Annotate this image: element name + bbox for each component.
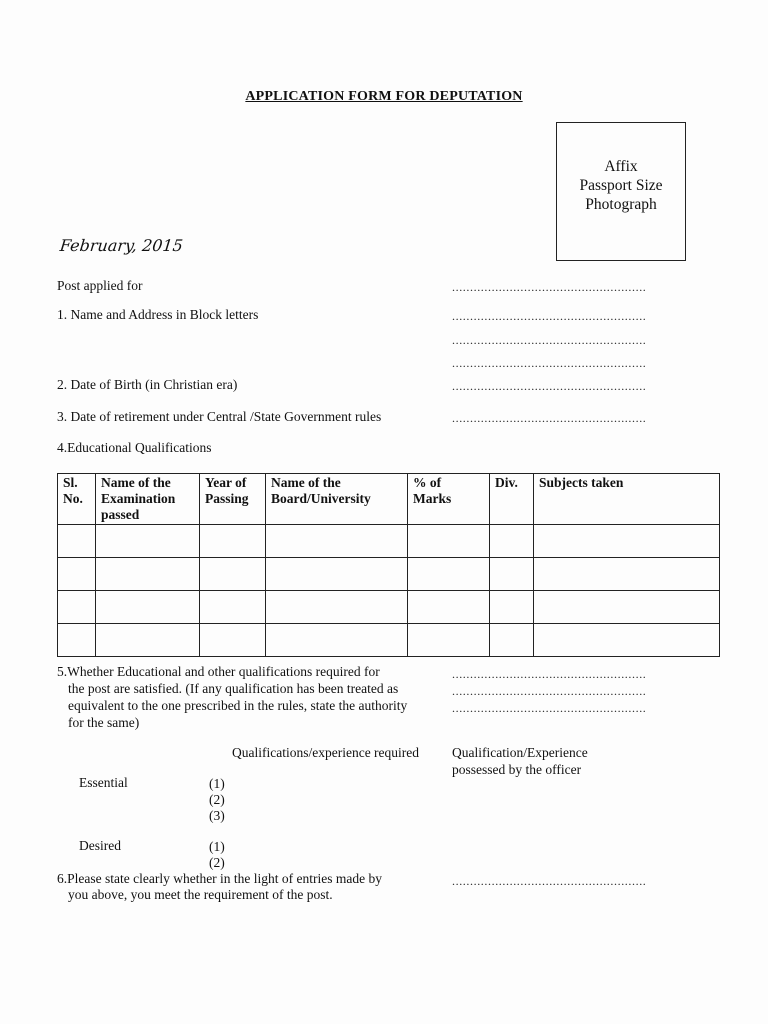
desired-item-1: (1) [209,839,225,854]
name-address-label: 1. Name and Address in Block letters [57,307,259,322]
photo-box-line3: Photograph [585,196,657,213]
table-row[interactable] [58,525,720,558]
q6-line2: you above, you meet the requirement of the post. [68,887,333,902]
desired-label: Desired [79,838,121,853]
table-row[interactable] [58,624,720,657]
qual-required-heading: Qualifications/experience required [232,745,420,760]
header-div: Div. [490,474,534,525]
header-sl-no: Sl. No. [58,474,96,525]
q5-line3: equivalent to the one prescribed in the rules, state the authority [68,698,408,713]
retirement-label: 3. Date of retirement under Central /State Government rules [57,409,382,424]
q5-line1: 5.Whether Educational and other qualifications required for [57,664,380,679]
desired-item-2: (2) [209,855,225,870]
essential-item-2: (2) [209,792,225,807]
header-exam: Name of the Examination passed [96,474,200,525]
q5-line4: for the same) [68,715,140,730]
essential-item-1: (1) [209,776,225,791]
name-address-field-3[interactable]: ...................................................... [452,356,647,370]
q5-line2: the post are satisfied. (If any qualification has been treated as [68,681,399,696]
dob-field[interactable]: ...................................................... [452,379,647,393]
header-marks: % of Marks [408,474,490,525]
q5-field-3[interactable]: ...................................................... [452,701,647,715]
header-board: Name of the Board/University [266,474,408,525]
q5-field-2[interactable]: ...................................................... [452,684,647,698]
photo-box-line2: Passport Size [579,177,663,194]
form-title: APPLICATION FORM FOR DEPUTATION [245,89,523,104]
edu-label: 4.Educational Qualifications [57,440,212,455]
handwritten-date: February, 2015 [59,236,184,255]
post-applied-label: Post applied for [57,278,143,293]
header-subjects: Subjects taken [534,474,720,525]
qual-possessed-heading-1: Qualification/Experience [452,745,588,760]
photo-box-line1: Affix [604,158,638,175]
name-address-field-1[interactable]: ...................................................... [452,309,647,323]
table-header-row [58,474,720,525]
retirement-field[interactable]: ...................................................... [452,411,647,425]
q5-field-1[interactable]: ...................................................... [452,667,647,681]
essential-item-3: (3) [209,808,225,823]
dob-label: 2. Date of Birth (in Christian era) [57,377,238,392]
table-row[interactable] [58,591,720,624]
table-row[interactable] [58,558,720,591]
post-applied-field[interactable]: ...................................................... [452,280,647,294]
q6-line1: 6.Please state clearly whether in the light of entries made by [57,871,383,886]
q6-field[interactable]: ...................................................... [452,874,647,888]
essential-label: Essential [79,775,128,790]
education-table [57,473,720,657]
photo-box [556,122,686,261]
name-address-field-2[interactable]: ...................................................... [452,333,647,347]
qual-possessed-heading-2: possessed by the officer [452,762,582,777]
header-year: Year of Passing [200,474,266,525]
